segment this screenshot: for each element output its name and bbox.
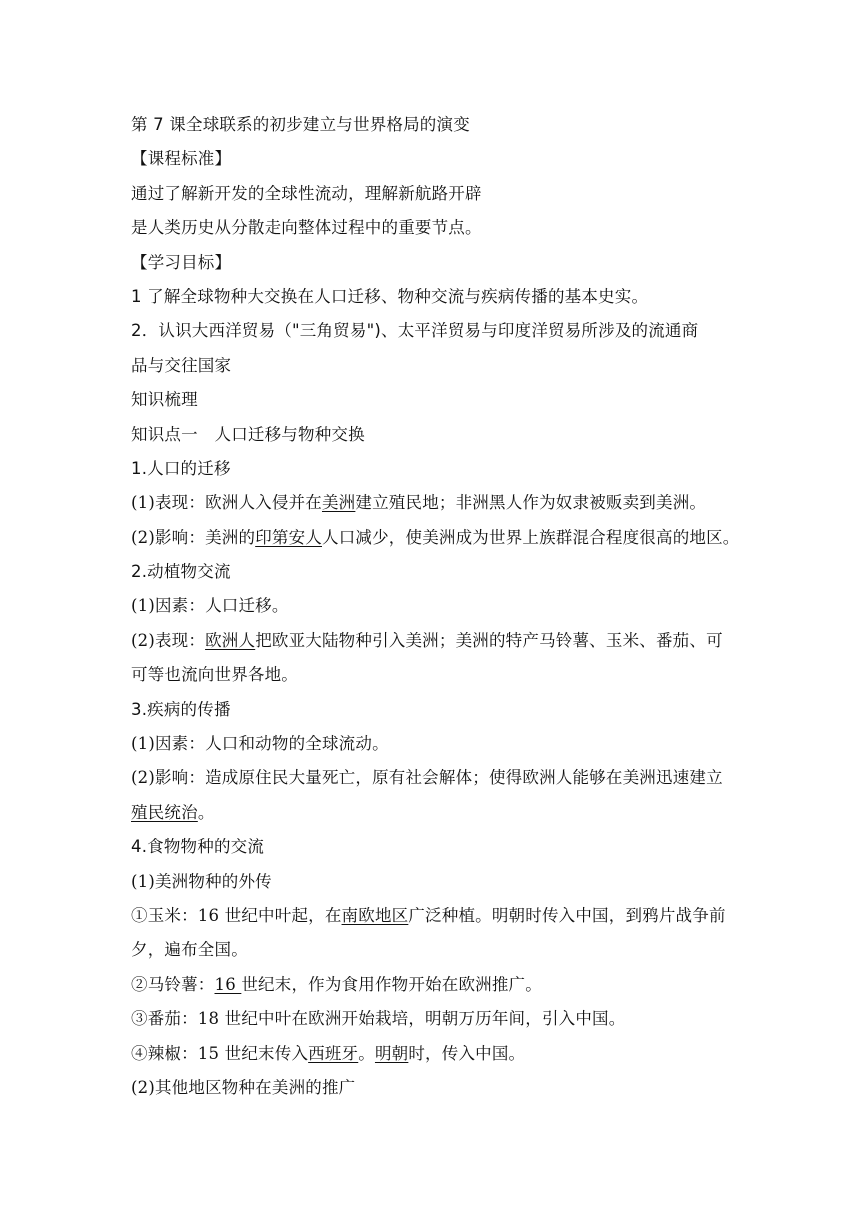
underlined-answer: 美洲: [321, 493, 356, 513]
other-species-in-america: (2)其他地区物种在美洲的推广: [131, 1077, 356, 1097]
exchange-factor: (1)因素：人口迁移。: [131, 596, 289, 616]
subheading-flora-fauna-exchange: 2.动植物交流: [131, 562, 231, 582]
exchange-manifestation-line-2: 可等也流向世界各地。: [131, 665, 298, 685]
exchange-manifestation-line-1: (2)表现：欧洲人把欧亚大陆物种引入美洲；美洲的特产马铃薯、玉米、番茄、可: [131, 630, 723, 650]
corn-line-1: ①玉米：16 世纪中叶起，在南欧地区广泛种植。明朝时传入中国，到鸦片战争前: [131, 905, 726, 925]
objective-1: 1 了解全球物种大交换在人口迁移、物种交流与疾病传播的基本史实。: [131, 286, 649, 306]
subheading-disease-spread: 3.疾病的传播: [131, 699, 231, 719]
chili-line: ④辣椒：15 世纪末传入西班牙。明朝时，传入中国。: [131, 1043, 526, 1063]
section-heading-curriculum-standard: 【课程标准】: [131, 149, 232, 169]
underlined-answer: 明朝: [374, 1043, 409, 1063]
section-heading-knowledge-review: 知识梳理: [131, 390, 198, 410]
underlined-answer: 欧洲人: [205, 630, 256, 650]
migration-impact: (2)影响：美洲的印第安人人口减少，使美洲成为世界上族群混合程度很高的地区。: [131, 527, 740, 547]
potato-line: ②马铃薯：16 世纪末，作为食用作物开始在欧洲推广。: [131, 974, 542, 994]
american-species-outflow: (1)美洲物种的外传: [131, 871, 272, 891]
document-page: [131, 108, 761, 1105]
disease-impact-line-2: 殖民统治。: [131, 802, 215, 822]
objective-2-line-1: 2．认识大西洋贸易（"三角贸易")、太平洋贸易与印度洋贸易所涉及的流通商: [131, 321, 699, 341]
corn-line-2: 夕，遍布全国。: [131, 940, 248, 960]
underlined-answer: 殖民统治: [131, 802, 198, 822]
tomato-line: ③番茄：18 世纪中叶在欧洲开始栽培，明朝万历年间，引入中国。: [131, 1009, 626, 1029]
underlined-answer: 西班牙: [308, 1043, 359, 1063]
curriculum-standard-line-2: 是人类历史从分散走向整体过程中的重要节点。: [131, 218, 482, 238]
knowledge-point-1-heading: 知识点一 人口迁移与物种交换: [131, 424, 365, 444]
subheading-population-migration: 1.人口的迁移: [131, 458, 231, 478]
disease-impact-line-1: (2)影响：造成原住民大量死亡，原有社会解体；使得欧洲人能够在美洲迅速建立: [131, 768, 723, 788]
subheading-food-species-exchange: 4.食物物种的交流: [131, 837, 265, 857]
disease-factor: (1)因素：人口和动物的全球流动。: [131, 734, 389, 754]
migration-manifestation: (1)表现：欧洲人入侵并在美洲建立殖民地；非洲黑人作为奴隶被贩卖到美洲。: [131, 493, 707, 513]
underlined-answer: 16: [214, 974, 242, 994]
curriculum-standard-line-1: 通过了解新开发的全球性流动，理解新航路开辟: [131, 183, 482, 203]
underlined-answer: 印第安人: [255, 527, 322, 547]
lesson-title: 第 7 课全球联系的初步建立与世界格局的演变: [131, 115, 470, 134]
underlined-answer: 南欧地区: [341, 905, 409, 925]
objective-2-line-2: 品与交往国家: [131, 355, 232, 375]
section-heading-learning-objectives: 【学习目标】: [131, 252, 232, 272]
